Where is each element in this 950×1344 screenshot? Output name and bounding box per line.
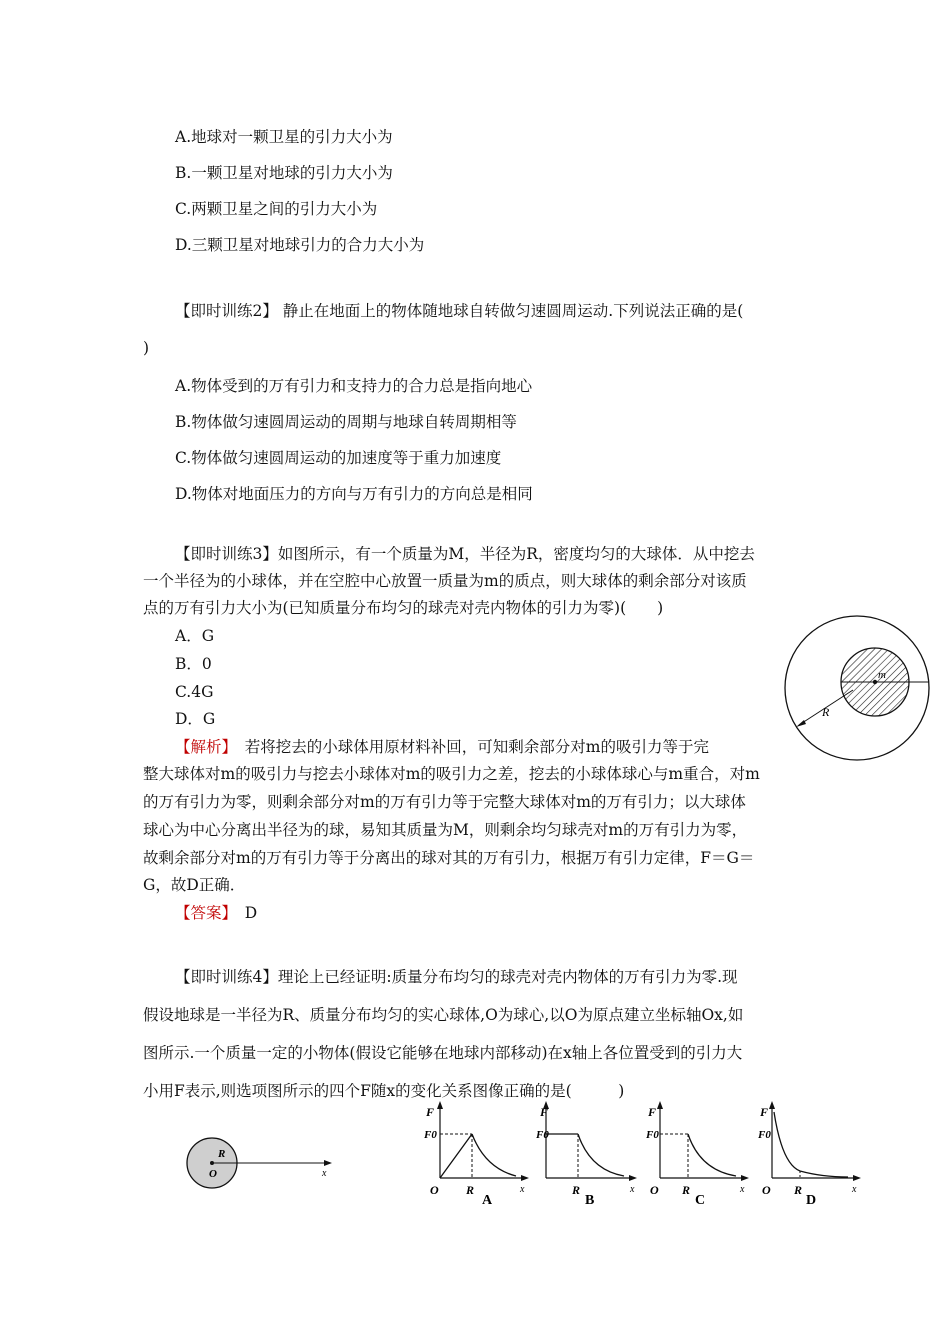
graph-d-label: D [806, 1193, 817, 1208]
q4-stem-line2: 假设地球是一半径为R、质量分布均匀的实心球体,O为球心,以O为原点建立坐标轴Ox,如 [143, 1006, 744, 1024]
q3-sphere-figure [782, 628, 932, 748]
earth-label-R: R [218, 1148, 226, 1160]
graph-d-F0: F0 [758, 1129, 771, 1141]
analysis-tag: 【解析】 [175, 738, 230, 756]
q3-answer [175, 903, 257, 923]
graph-a-F: F [426, 1105, 435, 1119]
q4-graph-a [420, 1098, 530, 1208]
q1-option-c: C.两颗卫星之间的引力大小为 [175, 200, 378, 218]
q4-graph-d [752, 1098, 862, 1208]
graph-b-R: R [572, 1183, 581, 1197]
graph-d-R: R [794, 1183, 803, 1197]
earth-label-x: x [322, 1168, 327, 1179]
analysis-text: 若将挖去的小球体用原材料补回，可知剩余部分对m的吸引力等于完 [229, 738, 709, 756]
q3-stem-line3: 点的万有引力大小为(已知质量分布均匀的球壳对壳内物体的引力为零)( ) [143, 599, 664, 617]
graph-b-F: F [540, 1105, 549, 1119]
graph-c-label: C [695, 1193, 706, 1208]
graph-b-F0: F0 [536, 1129, 549, 1141]
q4-graph-b [528, 1098, 638, 1208]
q1-option-b: B.一颗卫星对地球的引力大小为 [175, 164, 393, 182]
q3-option-c: C.4G [175, 683, 214, 701]
q3-analysis-line6: G，故D正确． [143, 876, 246, 894]
graph-a-O: O [430, 1183, 439, 1197]
graph-d-F: F [760, 1105, 769, 1119]
answer-tag: 【答案】 [175, 904, 230, 922]
q4-earth-figure [180, 1135, 340, 1195]
label-R: R [822, 705, 830, 719]
q3-option-d: D．G [175, 710, 216, 728]
q2-option-c: C.物体做匀速圆周运动的加速度等于重力加速度 [175, 449, 502, 467]
q2-option-d: D.物体对地面压力的方向与万有引力的方向总是相同 [175, 485, 533, 503]
q3-analysis-line3: 的万有引力为零，则剩余部分对m的万有引力等于完整大球体对m的万有引力；以大球体 [143, 793, 746, 811]
earth-label-O: O [209, 1168, 217, 1180]
q3-option-b: B．0 [175, 655, 212, 673]
q3-analysis-line2: 整大球体对m的吸引力与挖去小球体对m的吸引力之差，挖去的小球体球心与m重合，对m [143, 765, 760, 783]
q2-option-a: A.物体受到的万有引力和支持力的合力总是指向地心 [175, 377, 533, 395]
graph-c-x: x [740, 1184, 745, 1195]
graph-a-R: R [466, 1183, 475, 1197]
graph-a-F0: F0 [424, 1129, 437, 1141]
graph-c-F0: F0 [646, 1129, 659, 1141]
q3-option-a: A．G [175, 627, 215, 645]
q4-graph-c [640, 1098, 750, 1208]
graph-d-O: O [762, 1183, 771, 1197]
graph-c-F: F [648, 1105, 657, 1119]
q4-stem-line4: 小用F表示,则选项图所示的四个F随x的变化关系图像正确的是( ) [143, 1082, 625, 1100]
q1-option-d: D.三颗卫星对地球引力的合力大小为 [175, 236, 425, 254]
q4-stem-line3: 图所示.一个质量一定的小物体(假设它能够在地球内部移动)在x轴上各位置受到的引力大 [143, 1044, 743, 1062]
q3-analysis-line1 [175, 737, 709, 757]
q2-stem-line1: 【即时训练2】 静止在地面上的物体随地球自转做匀速圆周运动.下列说法正确的是( [175, 302, 744, 320]
graph-b-label: B [585, 1193, 595, 1208]
graph-a-label: A [482, 1193, 493, 1208]
q2-stem-line2: ) [143, 339, 150, 357]
graph-a-x: x [520, 1184, 525, 1195]
q3-analysis-line5: 故剩余部分对m的万有引力等于分离出的球对其的万有引力，根据万有引力定律，F＝G＝ [143, 849, 755, 867]
graph-b-x: x [630, 1184, 635, 1195]
q3-stem-line1: 【即时训练3】如图所示，有一个质量为M，半径为R，密度均匀的大球体．从中挖去 [175, 545, 755, 563]
q3-stem-line2: 一个半径为的小球体，并在空腔中心放置一质量为m的质点，则大球体的剩余部分对该质 [143, 572, 747, 590]
label-m: m [878, 669, 886, 681]
graph-c-R: R [682, 1183, 691, 1197]
graph-d-x: x [852, 1184, 857, 1195]
graph-c-O: O [650, 1183, 659, 1197]
answer-text: D [229, 904, 258, 922]
q2-option-b: B.物体做匀速圆周运动的周期与地球自转周期相等 [175, 413, 517, 431]
q1-option-a: A.地球对一颗卫星的引力大小为 [175, 128, 393, 146]
q3-analysis-line4: 球心为中心分离出半径为的球，易知其质量为M，则剩余均匀球壳对m的万有引力为零， [143, 821, 748, 839]
q4-stem-line1: 【即时训练4】理论上已经证明:质量分布均匀的球壳对壳内物体的万有引力为零.现 [175, 968, 738, 986]
